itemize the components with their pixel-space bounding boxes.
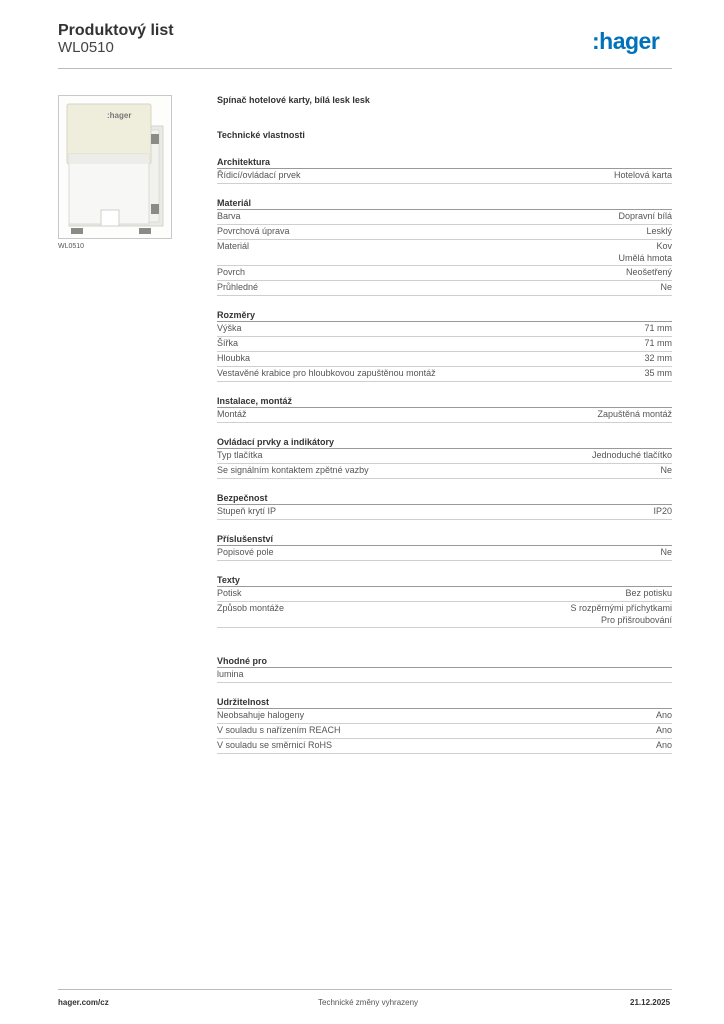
spec-value: Lesklý: [646, 226, 672, 236]
spec-value: Zapuštěná montáž: [597, 409, 672, 419]
spec-section: [217, 309, 672, 382]
spec-section: [217, 436, 672, 479]
spec-row: [217, 266, 672, 281]
spec-label: Řídicí/ovládací prvek: [217, 170, 301, 180]
spec-row: [217, 505, 672, 520]
spec-label: Potisk: [217, 588, 242, 598]
spec-row: [217, 449, 672, 464]
section-heading: Bezpečnost: [217, 492, 672, 505]
card-logo-text: :hager: [107, 111, 132, 120]
spec-row: [217, 587, 672, 602]
section-heading: Materiál: [217, 197, 672, 210]
spec-row: [217, 408, 672, 423]
spec-row: [217, 210, 672, 225]
spec-row: [217, 464, 672, 479]
section-heading: Architektura: [217, 156, 672, 169]
spec-value: Bez potisku: [625, 588, 672, 598]
spec-row: [217, 709, 672, 724]
spec-row: [217, 337, 672, 352]
spec-label: Hloubka: [217, 353, 251, 363]
spec-value: Ano: [655, 725, 672, 735]
spec-value: 71 mm: [644, 323, 672, 333]
spec-section: [217, 574, 672, 628]
spec-label: Stupeň krytí IP: [217, 506, 277, 516]
spec-section: [217, 696, 672, 754]
footer-website: hager.com/cz: [58, 998, 109, 1007]
footer-date: 21.12.2025: [630, 998, 671, 1007]
spec-value: Ne: [660, 465, 672, 475]
spec-section: [217, 156, 672, 184]
spec-value: Hotelová karta: [613, 170, 672, 180]
spec-section: [217, 655, 672, 683]
spec-value: IP20: [653, 506, 672, 516]
product-image-caption: WL0510: [58, 243, 85, 250]
spec-label: Barva: [217, 211, 241, 221]
spec-row: [217, 225, 672, 240]
spec-value: Kov Umělá hmota: [618, 241, 672, 263]
spec-row: [217, 352, 672, 367]
page-title: Produktový list: [58, 22, 174, 39]
spec-content: [217, 95, 672, 767]
spec-label: Šířka: [217, 338, 239, 348]
section-heading: Texty: [217, 574, 672, 587]
spec-label: Popisové pole: [217, 547, 274, 557]
spec-value: Dopravní bílá: [618, 211, 672, 221]
spec-label: Neobsahuje halogeny: [217, 710, 305, 720]
spec-section: [217, 492, 672, 520]
spec-label: Se signálním kontaktem zpětné vazby: [217, 465, 369, 475]
spec-label: Typ tlačítka: [217, 450, 263, 460]
spec-row: [217, 546, 672, 561]
section-heading: Příslušenství: [217, 533, 672, 546]
spec-section: [217, 197, 672, 296]
spec-label: V souladu se směrnicí RoHS: [217, 740, 333, 750]
spec-label: Vestavěné krabice pro hloubkovou zapuštěnou montáž: [217, 368, 436, 378]
product-name: Spínač hotelové karty, bílá lesk lesk: [217, 95, 370, 105]
spec-value: 32 mm: [644, 353, 672, 363]
spec-value: Ne: [660, 547, 672, 557]
spec-value: 35 mm: [644, 368, 672, 378]
spec-label: Povrch: [217, 267, 246, 277]
spec-sections: [217, 156, 672, 754]
spec-section: [217, 395, 672, 423]
spec-value: Jednoduché tlačítko: [591, 450, 672, 460]
spec-row: [217, 240, 672, 266]
spec-value: Ano: [655, 710, 672, 720]
footer-note: Technické změny vyhrazeny: [318, 998, 419, 1007]
spec-label: V souladu s nařízením REACH: [217, 725, 341, 735]
section-heading: Ovládací prvky a indikátory: [217, 436, 672, 449]
spec-row: [217, 367, 672, 382]
spec-row: [217, 602, 672, 628]
spec-value: Ne: [660, 282, 672, 292]
spec-label: Průhledné: [217, 282, 259, 292]
product-image: [58, 95, 172, 239]
spec-row: [217, 724, 672, 739]
card-switch-illustration: [59, 96, 171, 238]
spec-value: 71 mm: [644, 338, 672, 348]
section-heading: Udržitelnost: [217, 696, 672, 709]
spec-value: Ano: [655, 740, 672, 750]
section-heading: Rozměry: [217, 309, 672, 322]
spec-row: [217, 739, 672, 754]
product-code: WL0510: [58, 39, 114, 56]
spec-label: Materiál: [217, 241, 250, 251]
spec-section: [217, 533, 672, 561]
footer-divider: [58, 989, 672, 990]
tech-properties-heading: Technické vlastnosti: [217, 130, 305, 140]
spec-label: lumina: [217, 669, 244, 679]
hager-logo: [592, 28, 674, 58]
spec-row: [217, 281, 672, 296]
spec-value: Neošetřený: [625, 267, 672, 277]
spec-label: Výška: [217, 323, 242, 333]
spec-label: Povrchová úprava: [217, 226, 290, 236]
spec-row: [217, 322, 672, 337]
spec-value: S rozpěrnými příchytkami Pro přišroubování: [570, 603, 672, 625]
spec-label: Způsob montáže: [217, 603, 285, 613]
section-heading: Vhodné pro: [217, 655, 672, 668]
spec-label: Montáž: [217, 409, 247, 419]
header-divider: [58, 68, 672, 69]
spec-row: [217, 668, 672, 683]
spec-row: [217, 169, 672, 184]
hager-logo-text: :hager: [592, 28, 660, 54]
section-heading: Instalace, montáž: [217, 395, 672, 408]
